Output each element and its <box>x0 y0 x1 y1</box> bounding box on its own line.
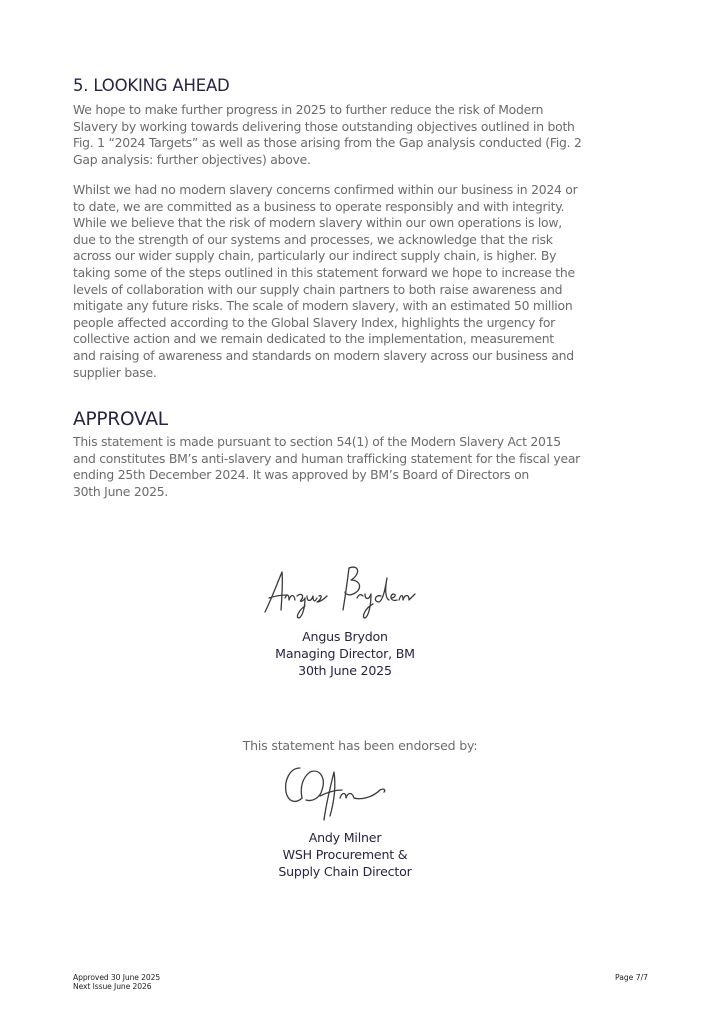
signature-andy-milner <box>200 760 490 826</box>
text-line: ending 25th December 2024. It was approved by BM’s Board of Directors on <box>73 467 530 483</box>
text-line: While we believe that the risk of modern slavery within our own operations is low, <box>73 215 562 231</box>
section-heading-looking-ahead: 5. LOOKING AHEAD <box>73 76 230 95</box>
text-line: collective action and we remain dedicated to the implementation, measurement <box>73 331 554 347</box>
signatory-date: 30th June 2025 <box>298 663 392 679</box>
text-line: and constitutes BM’s anti-slavery and human trafficking statement for the fiscal year <box>73 450 581 466</box>
text-line: levels of collaboration with our supply chain partners to both raise awareness and <box>73 281 563 297</box>
text-line: Whilst we had no modern slavery concerns confirmed within our business in 2024 or <box>73 182 578 197</box>
looking-ahead-paragraph-2 <box>73 182 663 381</box>
handwritten-signature-image <box>280 760 410 826</box>
endorsement-intro: This statement has been endorsed by: <box>242 738 478 753</box>
text-line: Gap analysis: further objectives) above. <box>73 151 311 167</box>
handwritten-signature-image <box>255 560 435 622</box>
text-line: mitigate any future risks. The scale of modern slavery, with an estimated 50 million <box>73 298 573 314</box>
signatory-name: Angus Brydon <box>302 629 388 644</box>
text-line: to date, we are committed as a business to operate responsibly and with integrity. <box>73 198 565 214</box>
section-heading-approval: APPROVAL <box>73 409 168 430</box>
text-line: Slavery by working towards delivering those outstanding objectives outlined in both <box>73 118 575 134</box>
endorser-title-line2: Supply Chain Director <box>278 864 412 880</box>
footer-approved-date: Approved 30 June 2025 <box>73 973 161 982</box>
text-line: We hope to make further progress in 2025 to further reduce the risk of Modern <box>73 102 544 117</box>
text-line: people affected according to the Global Slavery Index, highlights the urgency for <box>73 314 556 330</box>
endorser-title-line1: WSH Procurement & <box>282 847 408 863</box>
text-line: 30th June 2025. <box>73 483 169 499</box>
footer-next-issue: Next Issue June 2026 <box>73 982 152 992</box>
approval-paragraph <box>73 434 663 500</box>
text-line: taking some of the steps outlined in this statement forward we hope to increase the <box>73 264 575 280</box>
text-line: due to the strength of our systems and processes, we acknowledge that the risk <box>73 231 553 247</box>
looking-ahead-paragraph-1 <box>73 102 663 168</box>
endorser-details <box>200 829 490 881</box>
footer-issue-info <box>73 973 160 992</box>
text-line: supplier base. <box>73 364 157 380</box>
signatory-title: Managing Director, BM <box>275 646 415 662</box>
endorser-name: Andy Milner <box>308 830 382 845</box>
page-number: Page 7/7 <box>614 973 648 982</box>
signatory-details <box>200 628 490 680</box>
text-line: Fig. 1 “2024 Targets” as well as those arising from the Gap analysis conducted (Fig. 2 <box>73 135 582 151</box>
text-line: across our wider supply chain, particularly our indirect supply chain, is higher. By <box>73 248 557 264</box>
text-line: This statement is made pursuant to section 54(1) of the Modern Slavery Act 2015 <box>73 434 561 449</box>
text-line: and raising of awareness and standards on modern slavery across our business and <box>73 347 574 363</box>
signature-angus-brydon <box>200 560 490 622</box>
